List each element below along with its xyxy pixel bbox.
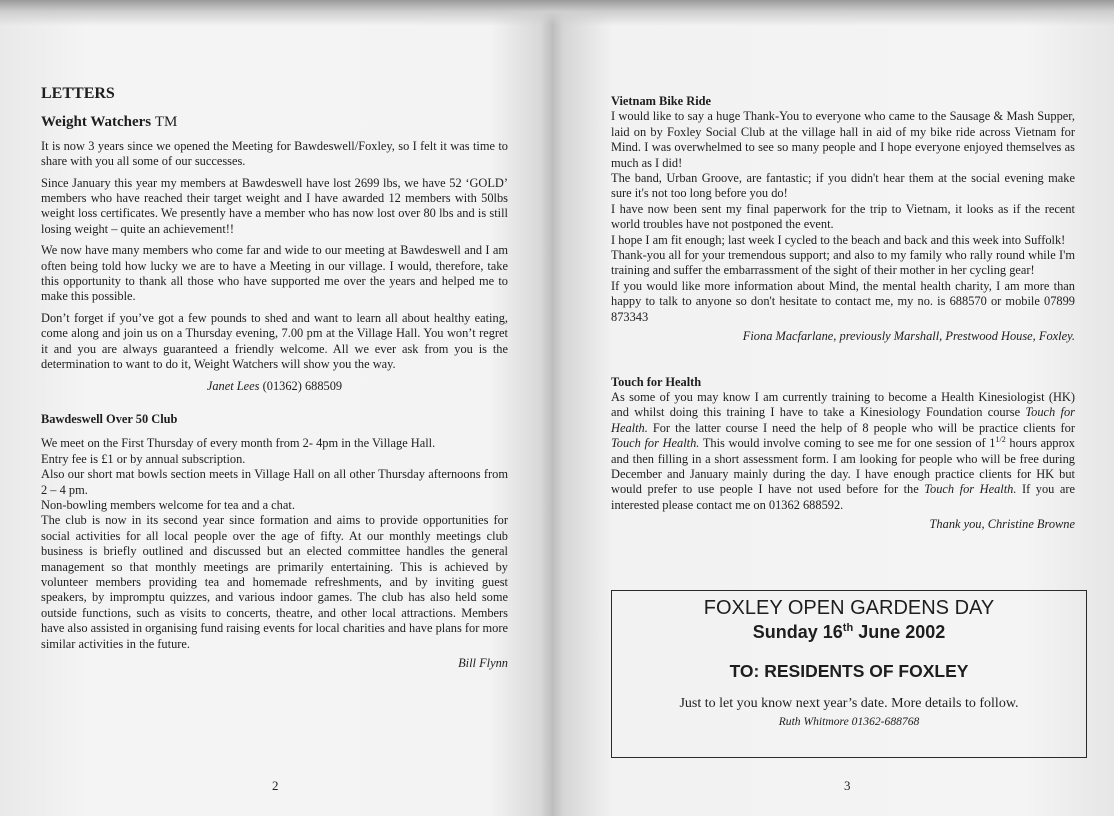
tfh-text: This would involve coming to see me for one session of 1 (702, 436, 996, 451)
weight-watchers-paragraph: It is now 3 years since we opened the Meeting for Bawdeswell/Foxley, so I felt it was time to share with you all some of our successes. (41, 138, 508, 169)
weight-watchers-paragraph: Don’t forget if you’ve got a few pounds to shed and want to learn all about healthy eating, come along and join us on a Thursday evening, 7.00 pm at the Village Hall. You won’t regret it and you are always guaranteed a friendly welcome. All we ever ask from you is the determination to want to do it, Weight Watchers will show you the way. (41, 310, 508, 372)
bike-ride-line: I have now been sent my final paperwork for the trip to Vietnam, it looks as if the recent world troubles have not postponed the event. (611, 201, 1075, 232)
bike-ride-line: I hope I am fit enough; last week I cycled to the beach and back and this week into Suffolk! (611, 232, 1066, 247)
tfh-italic: Touch for Health. (924, 482, 1017, 497)
open-gardens-notice (611, 590, 1087, 758)
over50-line: The club is now in its second year since formation and aims to provide opportunities for social activities for all local people over the age of fifty. At our monthly meetings club business is briefly outlined and discussed but an elected committee handles the general management so that monthly meetings are primarily entertaining. This is achieved by volunteer members providing tea and homemade refreshments, and by inviting guest speakers, by impromptu quizzes, and various indoor games. The club has also held some outside functions, such as visits to concerts, theatre, and other local attractions. Members have also assisted in organising fund raising events for local charities and have plans for more similar activities in the future. (41, 513, 508, 651)
tfh-text: For the latter course I need the help of 8 people who will be practice clients for (652, 420, 1075, 435)
weight-watchers-signature (41, 379, 508, 394)
over50-signature: Bill Flynn (458, 656, 508, 670)
over50-line: Entry fee is £1 or by annual subscription. (41, 451, 246, 466)
page-number: 2 (272, 778, 279, 793)
touch-for-health-title: Touch for Health (611, 374, 702, 389)
bike-ride-line: Thank-you all for your tremendous support; and also to my family who rally round while I'm training and suffer the embarrassment of the sight of their mother in her cycling gear! (611, 248, 1075, 278)
right-page (555, 0, 1114, 816)
weight-watchers-title-text: Weight Watchers (41, 114, 152, 131)
tfh-text: hours approx and then filling in a short assessment form. I am looking for people who will be free during December and January mainly during the day. I have enough practice clients for HK but would prefer to use people I have not used before for the (611, 436, 1075, 497)
weight-watchers-title (41, 115, 508, 130)
bike-ride-line: The band, Urban Groove, are fantastic; if you didn't hear them at the social evening make sure it's not too long before you do! (611, 171, 1075, 201)
tfh-text: If you are interested please contact me on 01362 688592. (611, 482, 1075, 512)
tfh-italic: Touch for Health. (611, 436, 700, 451)
notice-date-suffix: th (842, 622, 854, 634)
bike-ride-line: I would like to say a huge Thank-You to everyone who came to the Sausage & Mash Supper, laid on by Foxley Social Club at the village hall in aid of my bike ride across Vietnam for Mind. I was overwhelmed to see so many people and I hope everyone enjoyed themselves as much as I did! (611, 109, 1075, 170)
over50-line: We meet on the First Thursday of every month from 2- 4pm in the Village Hall. (41, 436, 436, 451)
signature-name: Janet Lees (206, 378, 260, 393)
bike-ride-title: Vietnam Bike Ride (611, 94, 712, 108)
page-number: 3 (844, 778, 851, 793)
signature-phone: (01362) 688509 (262, 378, 343, 393)
section-title: LETTERS (41, 85, 115, 102)
touch-for-health-signature: Thank you, Christine Browne (929, 517, 1075, 532)
over50-line: Non-bowling members welcome for tea and a chat. (41, 497, 295, 512)
bike-ride-line: If you would like more information about Mind, the mental health charity, I am more than happy to talk to anyone so don't hesitate to contact me, my no. is 688570 or mobile 07899 873343 (611, 278, 1075, 324)
bike-ride-signature: Fiona Macfarlane, previously Marshall, Prestwood House, Foxley. (742, 329, 1075, 344)
over50-line: Also our short mat bowls section meets in Village Hall on all other Thursday afternoons from 2 – 4 pm. (41, 467, 508, 497)
weight-watchers-paragraph: We now have many members who come far and wide to our meeting at Bawdeswell and I am often being told how lucky we are to have a Meeting in our village. I would, therefore, take this opportunity to thank all those who have supported me over the years and helped me to make this possible. (41, 243, 508, 304)
notice-recipients: TO: RESIDENTS OF FOXLEY (729, 661, 969, 681)
tfh-text: As some of you may know I am currently training to become a Health Kinesiologist (HK) and whilst doing this training I have to take a Kinesiology Foundation course (611, 389, 1075, 420)
weight-watchers-paragraph: Since January this year my members at Bawdeswell have lost 2699 lbs, we have 52 ‘GOLD’ members who have reached their target weight and I have awarded 12 members with 50lbs weight loss certificates. We presently have a member who has now lost over 80 lbs and is still losing weight – quite an achievement!! (41, 175, 508, 236)
notice-message: Just to let you know next year’s date. More details to follow. (679, 696, 1019, 711)
left-page (0, 0, 555, 816)
notice-date-day: Sunday 16 (752, 622, 843, 642)
tfh-italic: Touch for Health. (611, 405, 1076, 435)
notice-date (612, 622, 1086, 643)
tfh-fraction: 1/2 (995, 435, 1006, 444)
notice-heading: FOXLEY OPEN GARDENS DAY (703, 597, 995, 619)
right-column (611, 94, 1075, 533)
left-column (41, 86, 508, 671)
touch-for-health-body (611, 390, 1075, 513)
notice-date-month: June 2002 (858, 622, 946, 642)
trademark-mark: TM (154, 114, 178, 131)
over50-club-title: Bawdeswell Over 50 Club (41, 411, 178, 426)
notice-contact: Ruth Whitmore 01362-688768 (778, 715, 920, 728)
